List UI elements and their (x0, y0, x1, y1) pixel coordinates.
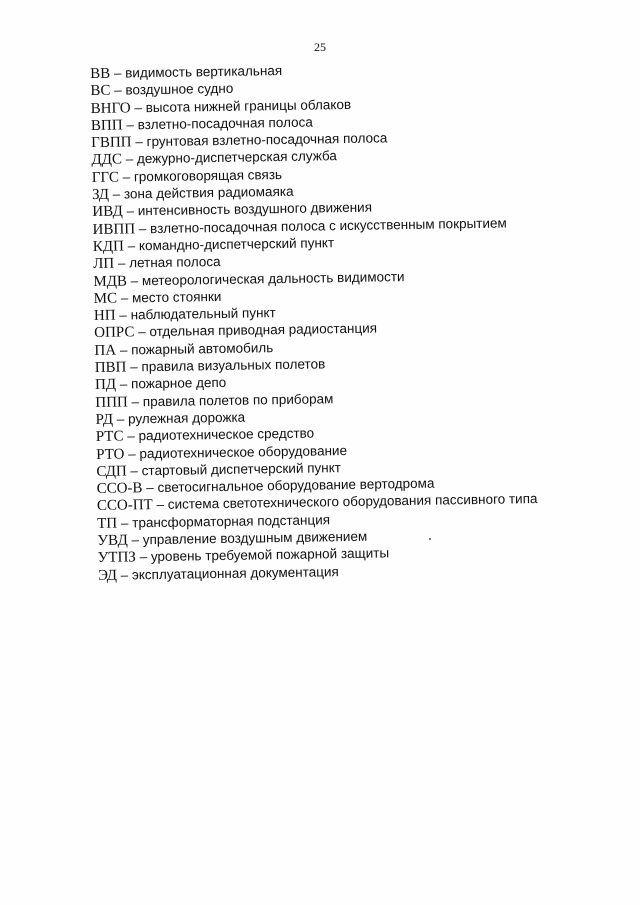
abbreviation-meaning: взлетно-посадочная полоса (137, 114, 313, 133)
abbreviation-code: ГВПП (91, 134, 132, 152)
abbreviation-separator: – (130, 99, 146, 115)
abbreviation-code: ВВ (90, 65, 111, 82)
abbreviation-meaning: пожарный автомобиль (131, 339, 274, 358)
abbreviation-code: ЗД (91, 186, 110, 204)
abbreviation-meaning: трансформаторная подстанция (132, 512, 331, 531)
abbreviation-meaning: видимость вертикальная (125, 62, 283, 81)
abbreviation-meaning: эксплуатационная документация (131, 563, 339, 583)
abbreviation-separator: – (126, 359, 142, 375)
abbreviation-code: РТО (95, 446, 125, 463)
abbreviation-meaning: громкоговорящая связь (133, 166, 283, 185)
abbreviation-separator: – (127, 393, 143, 410)
abbreviation-meaning: радиотехническое средство (138, 425, 315, 444)
abbreviation-separator: – (126, 463, 142, 479)
abbreviation-code: ЭД (97, 567, 118, 584)
abbreviation-code: ПВП (94, 359, 127, 377)
abbreviation-separator: – (115, 376, 132, 392)
abbreviation-list (90, 57, 618, 584)
abbreviation-separator: – (122, 203, 138, 219)
abbreviation-meaning: взлетно-посадочная полоса с искусственным покрытием (149, 215, 507, 236)
abbreviation-separator: – (134, 324, 150, 340)
abbreviation-code: ДДС (91, 151, 123, 169)
abbreviation-code: ССО-ПТ (96, 497, 153, 515)
abbreviation-meaning: дежурно-диспетчерская служба (136, 148, 337, 167)
abbreviation-separator: – (126, 272, 143, 289)
abbreviation-separator: – (116, 342, 132, 358)
abbreviation-code: ВС (90, 82, 111, 100)
abbreviation-code: ПА (94, 342, 117, 359)
abbreviation-meaning: уровень требуемой пожарной защиты (150, 545, 390, 565)
abbreviation-separator: – (118, 169, 135, 185)
abbreviation-separator: – (152, 497, 168, 513)
abbreviation-separator: – (142, 480, 158, 496)
abbreviation-separator: – (123, 238, 140, 254)
abbreviation-separator: – (121, 151, 138, 167)
abbreviation-code: ППП (95, 394, 128, 411)
abbreviation-meaning: светосигнальное оборудование вертодрома (157, 475, 435, 496)
abbreviation-meaning: летная полоса (129, 254, 221, 271)
abbreviation-meaning: командно-диспетчерский пункт (138, 235, 335, 254)
abbreviation-separator: – (110, 65, 126, 81)
abbreviation-code: ИВД (92, 203, 123, 221)
abbreviation-meaning: пожарное депо (130, 375, 227, 392)
scan-speck (429, 538, 431, 540)
abbreviation-meaning: высота нижней границы облаков (145, 96, 352, 115)
abbreviation-code: ВНГО (90, 99, 131, 117)
abbreviation-code: РТС (95, 428, 124, 446)
page-number: 25 (314, 40, 326, 54)
abbreviation-meaning: интенсивность воздушного движения (137, 199, 373, 219)
abbreviation-meaning: рулежная дорожка (127, 409, 246, 427)
abbreviation-code: МДВ (93, 273, 128, 290)
abbreviation-code: НП (93, 307, 116, 325)
abbreviation-separator: – (108, 186, 125, 202)
abbreviation-meaning: наблюдательный пункт (130, 305, 276, 323)
abbreviation-meaning: зона действия радиомаяка (123, 183, 294, 202)
abbreviation-code: ОПРС (94, 324, 135, 342)
abbreviation-meaning: место стоянки (131, 288, 222, 306)
abbreviation-meaning: метеорологическая дальность видимости (141, 268, 405, 288)
abbreviation-separator: – (116, 290, 133, 306)
abbreviation-meaning: стартовый диспетчерский пункт (141, 459, 342, 479)
abbreviation-separator: – (110, 82, 126, 98)
abbreviation-separator: – (127, 532, 143, 548)
abbreviation-meaning: грунтовая взлетно-посадочная полоса (146, 130, 388, 150)
abbreviation-code: УВД (97, 532, 128, 549)
abbreviation-meaning: отдельная приводная радиостанция (149, 320, 378, 340)
abbreviation-meaning: правила полетов по приборам (142, 390, 334, 409)
abbreviation-separator: – (115, 307, 131, 323)
abbreviation-separator: – (117, 515, 133, 531)
abbreviation-separator: – (124, 445, 140, 462)
abbreviation-meaning: управление воздушным движением (142, 528, 368, 548)
abbreviation-code: ИВПП (92, 220, 136, 238)
abbreviation-code: КДП (92, 238, 125, 255)
abbreviation-separator: – (134, 220, 151, 236)
abbreviation-separator: – (112, 411, 129, 427)
abbreviation-code: ЛП (93, 255, 115, 273)
abbreviation-meaning: воздушное судно (125, 81, 234, 98)
abbreviation-code: ТП (97, 515, 118, 532)
abbreviation-separator: – (122, 117, 138, 133)
abbreviation-code: УТПЗ (97, 549, 137, 567)
abbreviation-code: ПД (94, 376, 117, 394)
abbreviation-meaning: система светотехнического оборудования пассивного типа (167, 491, 538, 513)
abbreviation-meaning: радиотехническое оборудование (139, 442, 348, 461)
abbreviation-code: ССО-В (96, 480, 143, 498)
abbreviation-code: ВПП (90, 117, 123, 134)
abbreviation-meaning: правила визуальных полетов (141, 356, 326, 375)
abbreviation-separator: – (114, 255, 130, 271)
abbreviation-separator: – (123, 428, 139, 444)
abbreviation-code: ГГС (91, 169, 120, 186)
abbreviation-code: РД (95, 411, 114, 428)
abbreviation-separator: – (135, 549, 152, 565)
abbreviation-code: МС (93, 290, 118, 307)
abbreviation-code: СДП (96, 463, 127, 480)
abbreviation-separator: – (131, 134, 147, 150)
abbreviation-separator: – (116, 567, 133, 583)
